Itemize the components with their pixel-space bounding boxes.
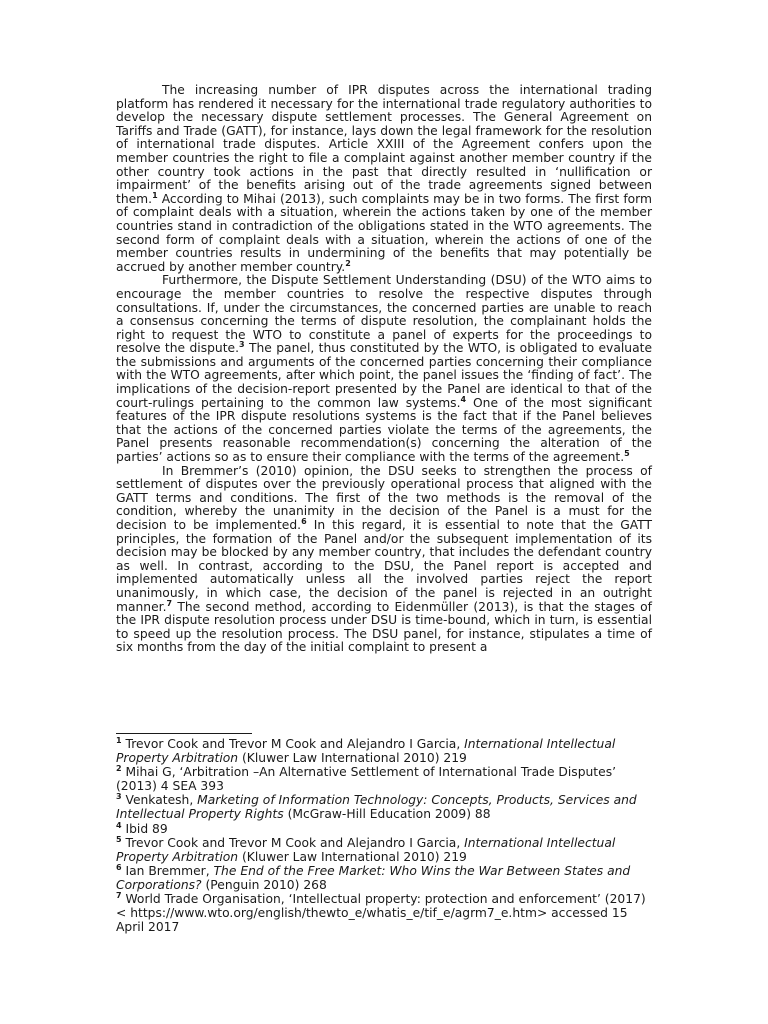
- footnote-reference[interactable]: 7: [166, 598, 173, 608]
- footnote-reference[interactable]: 2: [345, 258, 351, 268]
- paragraph-text: The increasing number of IPR disputes across the international trading platform has rendered it necessary for the international trade regulatory authorities to develop the necessary dispute settlement processes. The General Agreement on Tariffs and Trade (GATT), for instance, lays down the legal framework for the resolution of international trade disputes. Article XXIII of the Agreement confers upon the member countries the right to file a complaint against another member country if the other country took actions in the past that directly resulted in ‘nullification or impairment’ of the benefits arising out of the trade agreements signed between them.: [116, 83, 652, 206]
- footnote-number: 3: [116, 792, 122, 802]
- paragraph-text: According to Mihai (2013), such complaints may be in two forms. The first form of complaint deals with a situation, wherein the actions taken by one of the member countries stand in contradiction of the obligations stated in the WTO agreements. The second form of complaint deals with a situation, wherein the actions of one of the member countries results in undermining of the benefits that may potentially be accrued by another member country.: [116, 191, 652, 274]
- footnote-number: 1: [116, 735, 122, 745]
- document-body: [116, 84, 652, 655]
- footnote-text: Ian Bremmer,: [121, 863, 214, 878]
- paragraph-text: The panel, thus constituted by the WTO, is obligated to evaluate the submissions and arguments of the concerned parties concerning their compliance with the WTO agreements, after which point, the panel issues the ‘finding of fact’. The implications of the decision-report presented by the Panel are identical to that of the court-rulings pertaining to the common law systems.: [116, 341, 653, 410]
- footnote-text: Trevor Cook and Trevor M Cook and Alejandro I Garcia,: [121, 737, 465, 751]
- body-paragraph: [116, 465, 652, 655]
- footnote: [116, 892, 652, 934]
- footnote: [116, 737, 652, 765]
- footnote-number: 2: [116, 764, 122, 774]
- footnote-number: 5: [116, 834, 122, 844]
- paragraph-text: In this regard, it is essential to note that the GATT principles, the formation of the Panel and/or the subsequent implementation of its decision may be blocked by any member country, that includes the defendant country as well. In contrast, according to the DSU, the Panel report is accepted and implemented automatically unless all the involved parties reject the report unanimously, in which case, the decision of the panel is rejected in an outright manner.: [116, 518, 652, 614]
- citation-title: International Intellectual Property Arbitration: [116, 737, 616, 766]
- footnote-text: Trevor Cook and Trevor M Cook and Alejandro I Garcia,: [121, 835, 465, 850]
- citation-title: The End of the Free Market: Who Wins the War Between States and Corporations?: [116, 863, 631, 892]
- body-paragraph: [116, 274, 652, 464]
- footnote-reference[interactable]: 1: [152, 190, 158, 200]
- paragraph-text: One of the most significant features of the IPR dispute resolutions systems is the fact that if the Panel believes that the actions of the concerned parties violate the terms of the agreements, the Panel presents reasonable recommendation(s) concerning the alteration of the parties’ actions so as to ensure their compliance with the terms of the agreement.: [116, 395, 652, 465]
- footnote-text: Ibid 89: [121, 821, 168, 836]
- paragraph-text: The second method, according to Eidenmüller (2013), is that the stages of the IPR dispute resolution process under DSU is time-bound, which in turn, is essential to speed up the resolution process. The DSU panel, for instance, stipulates a time of six months from the day of the initial complaint to present a: [116, 599, 652, 655]
- citation-title: Marketing of Information Technology: Concepts, Products, Services and Intellectual Property Rights: [116, 793, 637, 822]
- footnote-reference[interactable]: 3: [239, 340, 245, 350]
- footnote-number: 4: [116, 820, 122, 830]
- footnote-reference[interactable]: 6: [301, 516, 307, 526]
- footnote-number: 7: [116, 890, 122, 900]
- footnote-text: Mihai G, ‘Arbitration –An Alternative Settlement of International Trade Disputes’ (2013) 4 SEA 393: [116, 765, 617, 794]
- footnote-text: World Trade Organisation, ‘Intellectual property: protection and enforcement’ (2017) < https://www.wto.org/english/thewto_e/whatis_e/tif_e/agrm7_e.htm> accessed 15 April 2017: [116, 892, 646, 935]
- footnote: [116, 765, 652, 793]
- footnote-text: Venkatesh,: [121, 793, 198, 808]
- footnote: [116, 836, 652, 864]
- footnotes: [116, 737, 652, 934]
- footnote-reference[interactable]: 5: [624, 448, 630, 458]
- footnote-text: (Penguin 2010) 268: [201, 877, 327, 892]
- footnote: [116, 864, 652, 892]
- footnote: [116, 793, 652, 821]
- footnote-text: (Kluwer Law International 2010) 219: [238, 849, 467, 864]
- paragraph-text: In Bremmer’s (2010) opinion, the DSU seeks to strengthen the process of settlement of disputes over the previously operational process that aligned with the GATT terms and conditions. The first of the two methods is the removal of the condition, whereby the unanimity in the decision of the Panel is a must for the decision to be implemented.: [116, 463, 652, 532]
- footnote-reference[interactable]: 4: [460, 394, 467, 404]
- footnote-text: (Kluwer Law International 2010) 219: [238, 751, 467, 766]
- citation-title: International Intellectual Property Arbitration: [116, 835, 616, 864]
- paragraph-text: Furthermore, the Dispute Settlement Understanding (DSU) of the WTO aims to encourage the member countries to resolve the respective disputes through consultations. If, under the circumstances, the concerned parties are unable to reach a consensus concerning the terms of dispute resolution, the complainant holds the right to request the WTO to constitute a panel of experts for the proceedings to resolve the dispute.: [116, 273, 652, 356]
- body-paragraph: [116, 84, 652, 274]
- footnote-number: 6: [116, 862, 122, 872]
- footnote-separator: [116, 733, 252, 734]
- footnote-text: (McGraw-Hill Education 2009) 88: [283, 807, 491, 822]
- footnote: [116, 822, 652, 836]
